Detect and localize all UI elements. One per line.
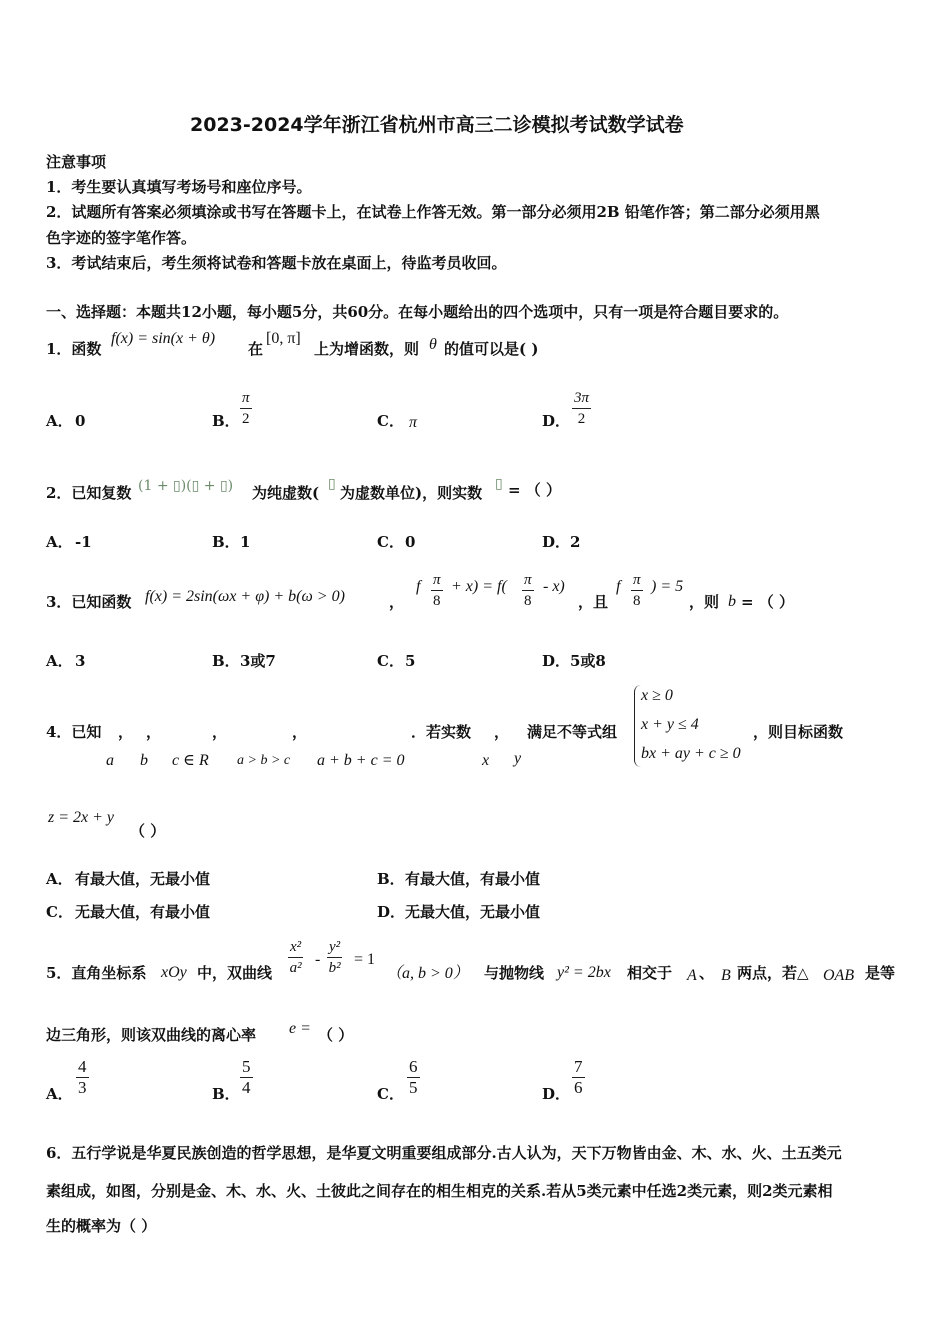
q3-fraction: $\frac{\pi}{8}$ — [633, 572, 641, 609]
option-label: D． — [542, 412, 571, 430]
option-value: 3或7 — [240, 652, 276, 670]
q4-var: a + b + c = 0 — [317, 752, 405, 769]
q4-var: b — [140, 752, 148, 769]
option-label: B． — [212, 652, 240, 670]
q1-text: 的值可以是( ) — [444, 340, 539, 358]
q2-text: 为纯虚数( — [252, 484, 320, 502]
q4-var: c ∈ R — [172, 752, 209, 769]
q3-var-b: b — [728, 593, 736, 610]
option-label: D． — [542, 533, 571, 551]
q4-text: （ ） — [130, 822, 166, 840]
q3-expr: + x) = f( — [451, 578, 507, 595]
option-value: 有最大值，有最小值 — [405, 870, 541, 888]
option-value: π — [409, 414, 418, 431]
option-label: D． — [377, 903, 406, 921]
q3-text: ，且 — [578, 593, 609, 611]
q5-text: 两点，若△ — [737, 964, 809, 982]
q5-label: 5．直角坐标系 — [46, 964, 147, 982]
q5-triangle: OAB — [823, 967, 855, 984]
q4-text: ， — [494, 723, 510, 741]
q5-xoy: xOy — [161, 964, 187, 981]
q4-label: 4．已知 — [46, 723, 102, 741]
q5-parabola: y² = 2bx — [557, 964, 611, 981]
q3-function: f(x) = 2sin(ωx + φ) + b(ω > 0) — [145, 588, 345, 605]
q2-unit-placeholder: ▯ — [328, 476, 336, 492]
option-value: 5或8 — [570, 652, 606, 670]
q5-option-b-fraction: $\frac{5}{4}$ — [242, 1057, 251, 1097]
q2-expression: (1 + ▯)(▯ + ▯) — [138, 478, 234, 494]
q3-label: 3．已知函数 — [46, 593, 132, 611]
option-value: 0 — [75, 412, 86, 430]
q3-text: ，则 — [689, 593, 720, 611]
section-heading: 一、选择题：本题共12小题，每小题5分，共60分。在每小题给出的四个选项中，只有一项是符合题目要求的。 — [46, 303, 789, 321]
q6-line: 6．五行学说是华夏民族创造的哲学思想，是华夏文明重要组成部分.古人认为，天下万物皆由金、木、水、火、土五类元 — [46, 1144, 842, 1162]
option-value: 0 — [405, 533, 416, 551]
option-label: A． — [46, 870, 73, 888]
q4-comma: ， — [292, 723, 308, 741]
q3-fraction: $\frac{\pi}{8}$ — [433, 572, 441, 609]
q1-text: 上为增函数，则 — [314, 340, 420, 358]
option-value: 有最大值，无最小值 — [75, 870, 211, 888]
option-value: 5 — [405, 652, 416, 670]
q4-comma: ， — [146, 723, 162, 741]
option-value: 无最大值，有最小值 — [75, 903, 211, 921]
q2-label: 2．已知复数 — [46, 484, 132, 502]
q4-text: ，则目标函数 — [753, 723, 844, 741]
notice-item: 3．考试结束后，考生须将试卷和答题卡放在桌面上，待监考员收回。 — [46, 254, 507, 272]
notice-heading: 注意事项 — [46, 153, 107, 171]
q3-f: f — [616, 578, 621, 595]
option-label: A． — [46, 652, 73, 670]
option-label: D． — [542, 1085, 571, 1103]
q1-option-d-fraction: $\frac{3\pi}{2}$ — [574, 390, 590, 427]
q5-option-a-fraction: $\frac{4}{3}$ — [78, 1057, 87, 1097]
option-value: 1 — [240, 533, 251, 551]
option-label: B． — [377, 870, 405, 888]
q5-text: 中，双曲线 — [197, 964, 273, 982]
option-value: 无最大值，无最小值 — [405, 903, 541, 921]
q5-text: （ ） — [318, 1026, 354, 1044]
q5-fraction-x: $\frac{\text{x²}}{\text{a²}}$ — [289, 939, 302, 976]
q5-fraction-y: $\frac{\text{y²}}{\text{b²}}$ — [328, 939, 341, 976]
q4-comma: ， — [212, 723, 228, 741]
option-label: C． — [46, 903, 73, 921]
option-value: 3 — [75, 652, 86, 670]
q1-function: f(x) = sin(x + θ) — [111, 330, 216, 347]
q3-fraction: $\frac{\pi}{8}$ — [524, 572, 532, 609]
q5-text: 与抛物线 — [484, 964, 545, 982]
q4-var: a > b > c — [237, 753, 291, 768]
option-label: A． — [46, 1085, 73, 1103]
system-brace — [634, 685, 641, 767]
q5-eq1: = 1 — [354, 951, 376, 968]
q5-eccentricity: e = — [289, 1020, 311, 1037]
q3-expr: - x) — [543, 578, 565, 595]
option-label: A． — [46, 412, 73, 430]
option-label: C． — [377, 652, 404, 670]
q5-option-d-fraction: $\frac{7}{6}$ — [574, 1057, 583, 1097]
option-label: B． — [212, 1085, 240, 1103]
q5-text: 、 — [699, 964, 715, 982]
q1-text: 在 — [248, 340, 264, 358]
option-label: C． — [377, 412, 404, 430]
q5-point-b: B — [721, 967, 731, 984]
q5-condition: （a, b > 0） — [386, 965, 469, 982]
q3-expr: ) = 5 — [651, 578, 684, 595]
q5-text: 是等 — [865, 964, 896, 982]
q1-label: 1．函数 — [46, 340, 102, 358]
option-label: C． — [377, 533, 404, 551]
q3-text: ， — [389, 593, 405, 611]
q4-system-line: x + y ≤ 4 — [641, 716, 699, 733]
notice-item: 2．试题所有答案必须填涂或书写在答题卡上，在试卷上作答无效。第一部分必须用2B 铅笔作答；第二部分必须用黑 — [46, 203, 820, 221]
option-label: C． — [377, 1085, 404, 1103]
notice-item: 1．考生要认真填写考场号和座位序号。 — [46, 178, 312, 196]
option-label: D． — [542, 652, 571, 670]
option-value: -1 — [75, 533, 92, 551]
page-title: 2023-2024学年浙江省杭州市高三二诊模拟考试数学试卷 — [190, 114, 684, 136]
q3-f: f — [416, 578, 421, 595]
q2-text: 为虚数单位)，则实数 — [340, 484, 483, 502]
q4-text: 满足不等式组 — [527, 723, 618, 741]
q1-theta: θ — [429, 336, 437, 353]
q5-text: 边三角形，则该双曲线的离心率 — [46, 1026, 257, 1044]
q4-system-line: bx + ay + c ≥ 0 — [641, 745, 741, 762]
q4-var: y — [514, 750, 522, 767]
q5-text: 相交于 — [627, 964, 673, 982]
q4-comma: ， — [118, 723, 134, 741]
option-value: 2 — [570, 533, 581, 551]
q6-line: 素组成，如图，分别是金、木、水、火、土彼此之间存在的相生相克的关系.若从5类元素中任选2类元素，则2类元素相 — [46, 1182, 833, 1200]
q4-var: a — [106, 752, 114, 769]
q6-line: 生的概率为（ ） — [46, 1217, 157, 1235]
q5-point-a: A — [687, 967, 697, 984]
q2-text: = （ ） — [508, 481, 562, 499]
q5-minus: - — [315, 951, 321, 968]
q4-text: ．若实数 — [411, 723, 472, 741]
option-label: B． — [212, 412, 240, 430]
q2-var-placeholder: ▯ — [495, 476, 503, 492]
q5-option-c-fraction: $\frac{6}{5}$ — [409, 1057, 418, 1097]
notice-item: 色字迹的签字笔作答。 — [46, 229, 197, 247]
option-label: A． — [46, 533, 73, 551]
q4-system-line: x ≥ 0 — [641, 687, 673, 704]
q4-var: x — [482, 752, 490, 769]
q1-interval: [0, π] — [266, 330, 301, 347]
q1-option-b-fraction: $\frac{\pi}{2}$ — [242, 390, 250, 427]
q3-text: = （ ） — [741, 593, 795, 611]
q4-objective: z = 2x + y — [48, 809, 115, 826]
option-label: B． — [212, 533, 240, 551]
